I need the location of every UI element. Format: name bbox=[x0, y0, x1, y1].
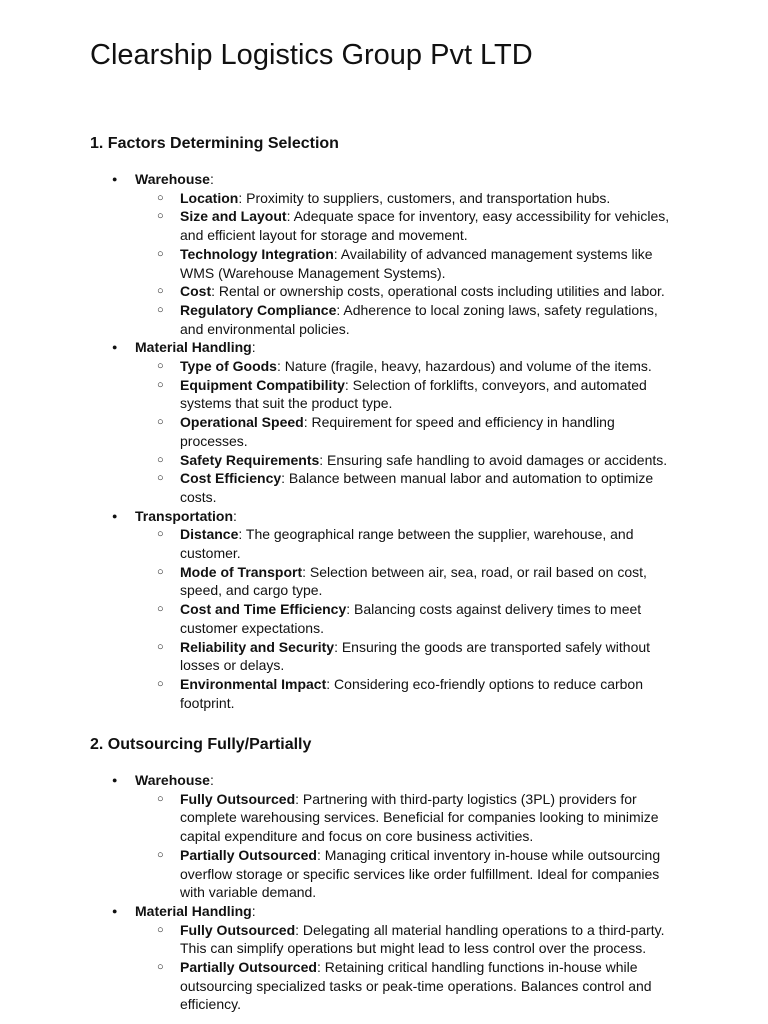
section-heading: 2. Outsourcing Fully/Partially bbox=[90, 736, 312, 753]
list-item bbox=[135, 451, 670, 470]
list-item bbox=[135, 958, 670, 1014]
list-item bbox=[135, 525, 670, 562]
item-term: Environmental Impact bbox=[180, 675, 327, 692]
item-text: : Proximity to suppliers, customers, and transportation hubs. bbox=[238, 189, 611, 206]
item-text: : Selection between air, sea, road, or rail based on cost, speed, and cargo type. bbox=[180, 563, 647, 599]
list-item bbox=[135, 921, 670, 958]
list-item bbox=[135, 282, 670, 301]
group-label: Transportation bbox=[135, 507, 234, 524]
list-item bbox=[135, 600, 670, 637]
item-text: : Adequate space for inventory, easy accessibility for vehicles, and efficient layout for storage and movement. bbox=[180, 208, 670, 244]
item-term: Partially Outsourced bbox=[180, 846, 317, 863]
item-term: Distance bbox=[180, 526, 239, 543]
bullet-list bbox=[90, 170, 710, 712]
sub-list bbox=[135, 525, 710, 712]
item-term: Cost Efficiency bbox=[180, 470, 282, 487]
item-text: : Ensuring the goods are transported safely without losses or delays. bbox=[180, 638, 651, 674]
group-label: Material Handling bbox=[135, 339, 252, 356]
item-text: : Delegating all material handling operations to a third-party. This can simplify operations but might lead to less control over the process. bbox=[180, 921, 665, 957]
group-label: Material Handling bbox=[135, 902, 252, 919]
item-text: : Rental or ownership costs, operational costs including utilities and labor. bbox=[211, 283, 665, 300]
list-item: ● Material Handling: ○ Fully Outsourced: Delegating all material handling operations to a third-party. This can simplify operations but might lead to less control over the process. ○ Partially Outsourced: Retaining critical handling functions in-house while outsourcing specialized tasks or peak-time operations. Balances control and efficiency. bbox=[90, 902, 710, 1014]
item-term: Reliability and Security bbox=[180, 638, 335, 655]
list-item bbox=[135, 846, 670, 902]
section-outsourcing bbox=[90, 735, 710, 1014]
item-term: Size and Layout bbox=[180, 208, 287, 225]
item-term: Fully Outsourced bbox=[180, 921, 296, 938]
item-text: : Ensuring safe handling to avoid damages or accidents. bbox=[319, 451, 668, 468]
item-term: Fully Outsourced bbox=[180, 790, 296, 807]
item-term: Safety Requirements bbox=[180, 451, 320, 468]
list-item bbox=[135, 189, 670, 208]
item-term: Mode of Transport bbox=[180, 563, 303, 580]
item-term: Technology Integration bbox=[180, 245, 334, 262]
list-item bbox=[135, 207, 670, 244]
list-item bbox=[135, 245, 670, 282]
item-term: Regulatory Compliance bbox=[180, 301, 337, 318]
document-title: Clearship Logistics Group Pvt LTD bbox=[90, 39, 533, 71]
item-text: : Adherence to local zoning laws, safety regulations, and environmental policies. bbox=[180, 301, 658, 337]
list-item bbox=[135, 357, 670, 376]
item-term: Type of Goods bbox=[180, 358, 277, 375]
list-item: ● Warehouse: ○ Location: Proximity to suppliers, customers, and transportation hubs. ○ Size and Layout: Adequate space for inventory, easy accessibility for vehicles, and efficient layout for storage and movement. ○ Technology Integration: Availability of advanced management systems like WMS (Warehouse Management Systems). ○ Cost: Rental or ownership costs, operational costs including utilities and labor. ○ Regulatory Compliance: Adherence to local zoning laws, safety regulations, and environmental policies. bbox=[90, 170, 710, 338]
item-term: Location bbox=[180, 189, 239, 206]
item-text: : Requirement for speed and efficiency in handling processes. bbox=[180, 414, 615, 449]
list-item bbox=[135, 638, 670, 675]
list-item bbox=[135, 563, 670, 600]
list-item bbox=[135, 675, 670, 712]
item-term: Partially Outsourced bbox=[180, 959, 317, 976]
item-text: : Considering eco-friendly options to reduce carbon footprint. bbox=[180, 675, 644, 711]
sub-list bbox=[135, 790, 710, 902]
list-item bbox=[135, 376, 670, 413]
item-term: Cost bbox=[180, 283, 212, 300]
list-item: ● Material Handling: ○ Type of Goods: Nature (fragile, heavy, hazardous) and volume of the items. ○ Equipment Compatibility: Selection of forklifts, conveyors, and automated systems that suit the product type. ○ Operational Speed: Requirement for speed and efficiency in handling processes. ○ Safety Requirements: Ensuring safe handling to avoid damages or accidents. ○ Cost Efficiency: Balance between manual labor and automation to optimize costs. bbox=[90, 338, 710, 506]
item-text: : Balancing costs against delivery times to meet customer expectations. bbox=[180, 601, 642, 636]
item-text: : Retaining critical handling functions in-house while outsourcing specialized tasks or peak-time operations. Balances control and efficiency. bbox=[180, 959, 652, 1013]
item-text: : Nature (fragile, heavy, hazardous) and volume of the items. bbox=[276, 358, 652, 375]
list-item bbox=[135, 469, 670, 506]
list-item: ● Transportation: ○ Distance: The geographical range between the supplier, warehouse, and customer. ○ Mode of Transport: Selection between air, sea, road, or rail based on cost, speed, and cargo type. ○ Cost and Time Efficiency: Balancing costs against delivery times to meet customer expectations. ○ Reliability and Security: Ensuring the goods are transported safely without losses or delays. ○ Environmental Impact: Considering eco-friendly options to reduce carbon footprint. bbox=[90, 507, 710, 713]
item-text: : Managing critical inventory in-house while outsourcing overflow storage or specific services like order fulfillment. Ideal for companies with variable demand. bbox=[180, 846, 661, 901]
section-heading: 1. Factors Determining Selection bbox=[90, 135, 339, 152]
item-term: Equipment Compatibility bbox=[180, 376, 345, 393]
item-text: : The geographical range between the supplier, warehouse, and customer. bbox=[180, 526, 634, 562]
sub-list bbox=[135, 357, 710, 507]
group-label: Warehouse bbox=[135, 772, 210, 788]
list-item bbox=[135, 413, 670, 450]
item-term: Operational Speed bbox=[180, 414, 304, 431]
bullet-list bbox=[90, 771, 710, 1014]
item-text: : Balance between manual labor and automation to optimize costs. bbox=[180, 470, 654, 505]
item-text: : Selection of forklifts, conveyors, and automated systems that suit the product type. bbox=[180, 376, 647, 412]
list-item bbox=[135, 301, 670, 338]
list-item: ● Warehouse: ○ Fully Outsourced: Partnering with third-party logistics (3PL) providers for complete warehousing services. Beneficial for companies looking to minimize capital expenditure and focus on core business activities. ○ Partially Outsourced: Managing critical inventory in-house while outsourcing overflow storage or specific services like order fulfillment. Ideal for companies with variable demand. bbox=[90, 771, 710, 902]
sub-list bbox=[135, 189, 710, 339]
section-factors bbox=[90, 134, 710, 712]
item-text: : Partnering with third-party logistics (3PL) providers for complete warehousing services. Beneficial for companies looking to minimize capital expenditure and focus on core business activities. bbox=[180, 790, 659, 845]
list-item bbox=[135, 790, 670, 846]
item-text: : Availability of advanced management systems like WMS (Warehouse Management Systems). bbox=[180, 245, 653, 281]
group-label: Warehouse bbox=[135, 171, 210, 187]
item-term: Cost and Time Efficiency bbox=[180, 601, 347, 618]
sub-list bbox=[135, 921, 710, 1015]
